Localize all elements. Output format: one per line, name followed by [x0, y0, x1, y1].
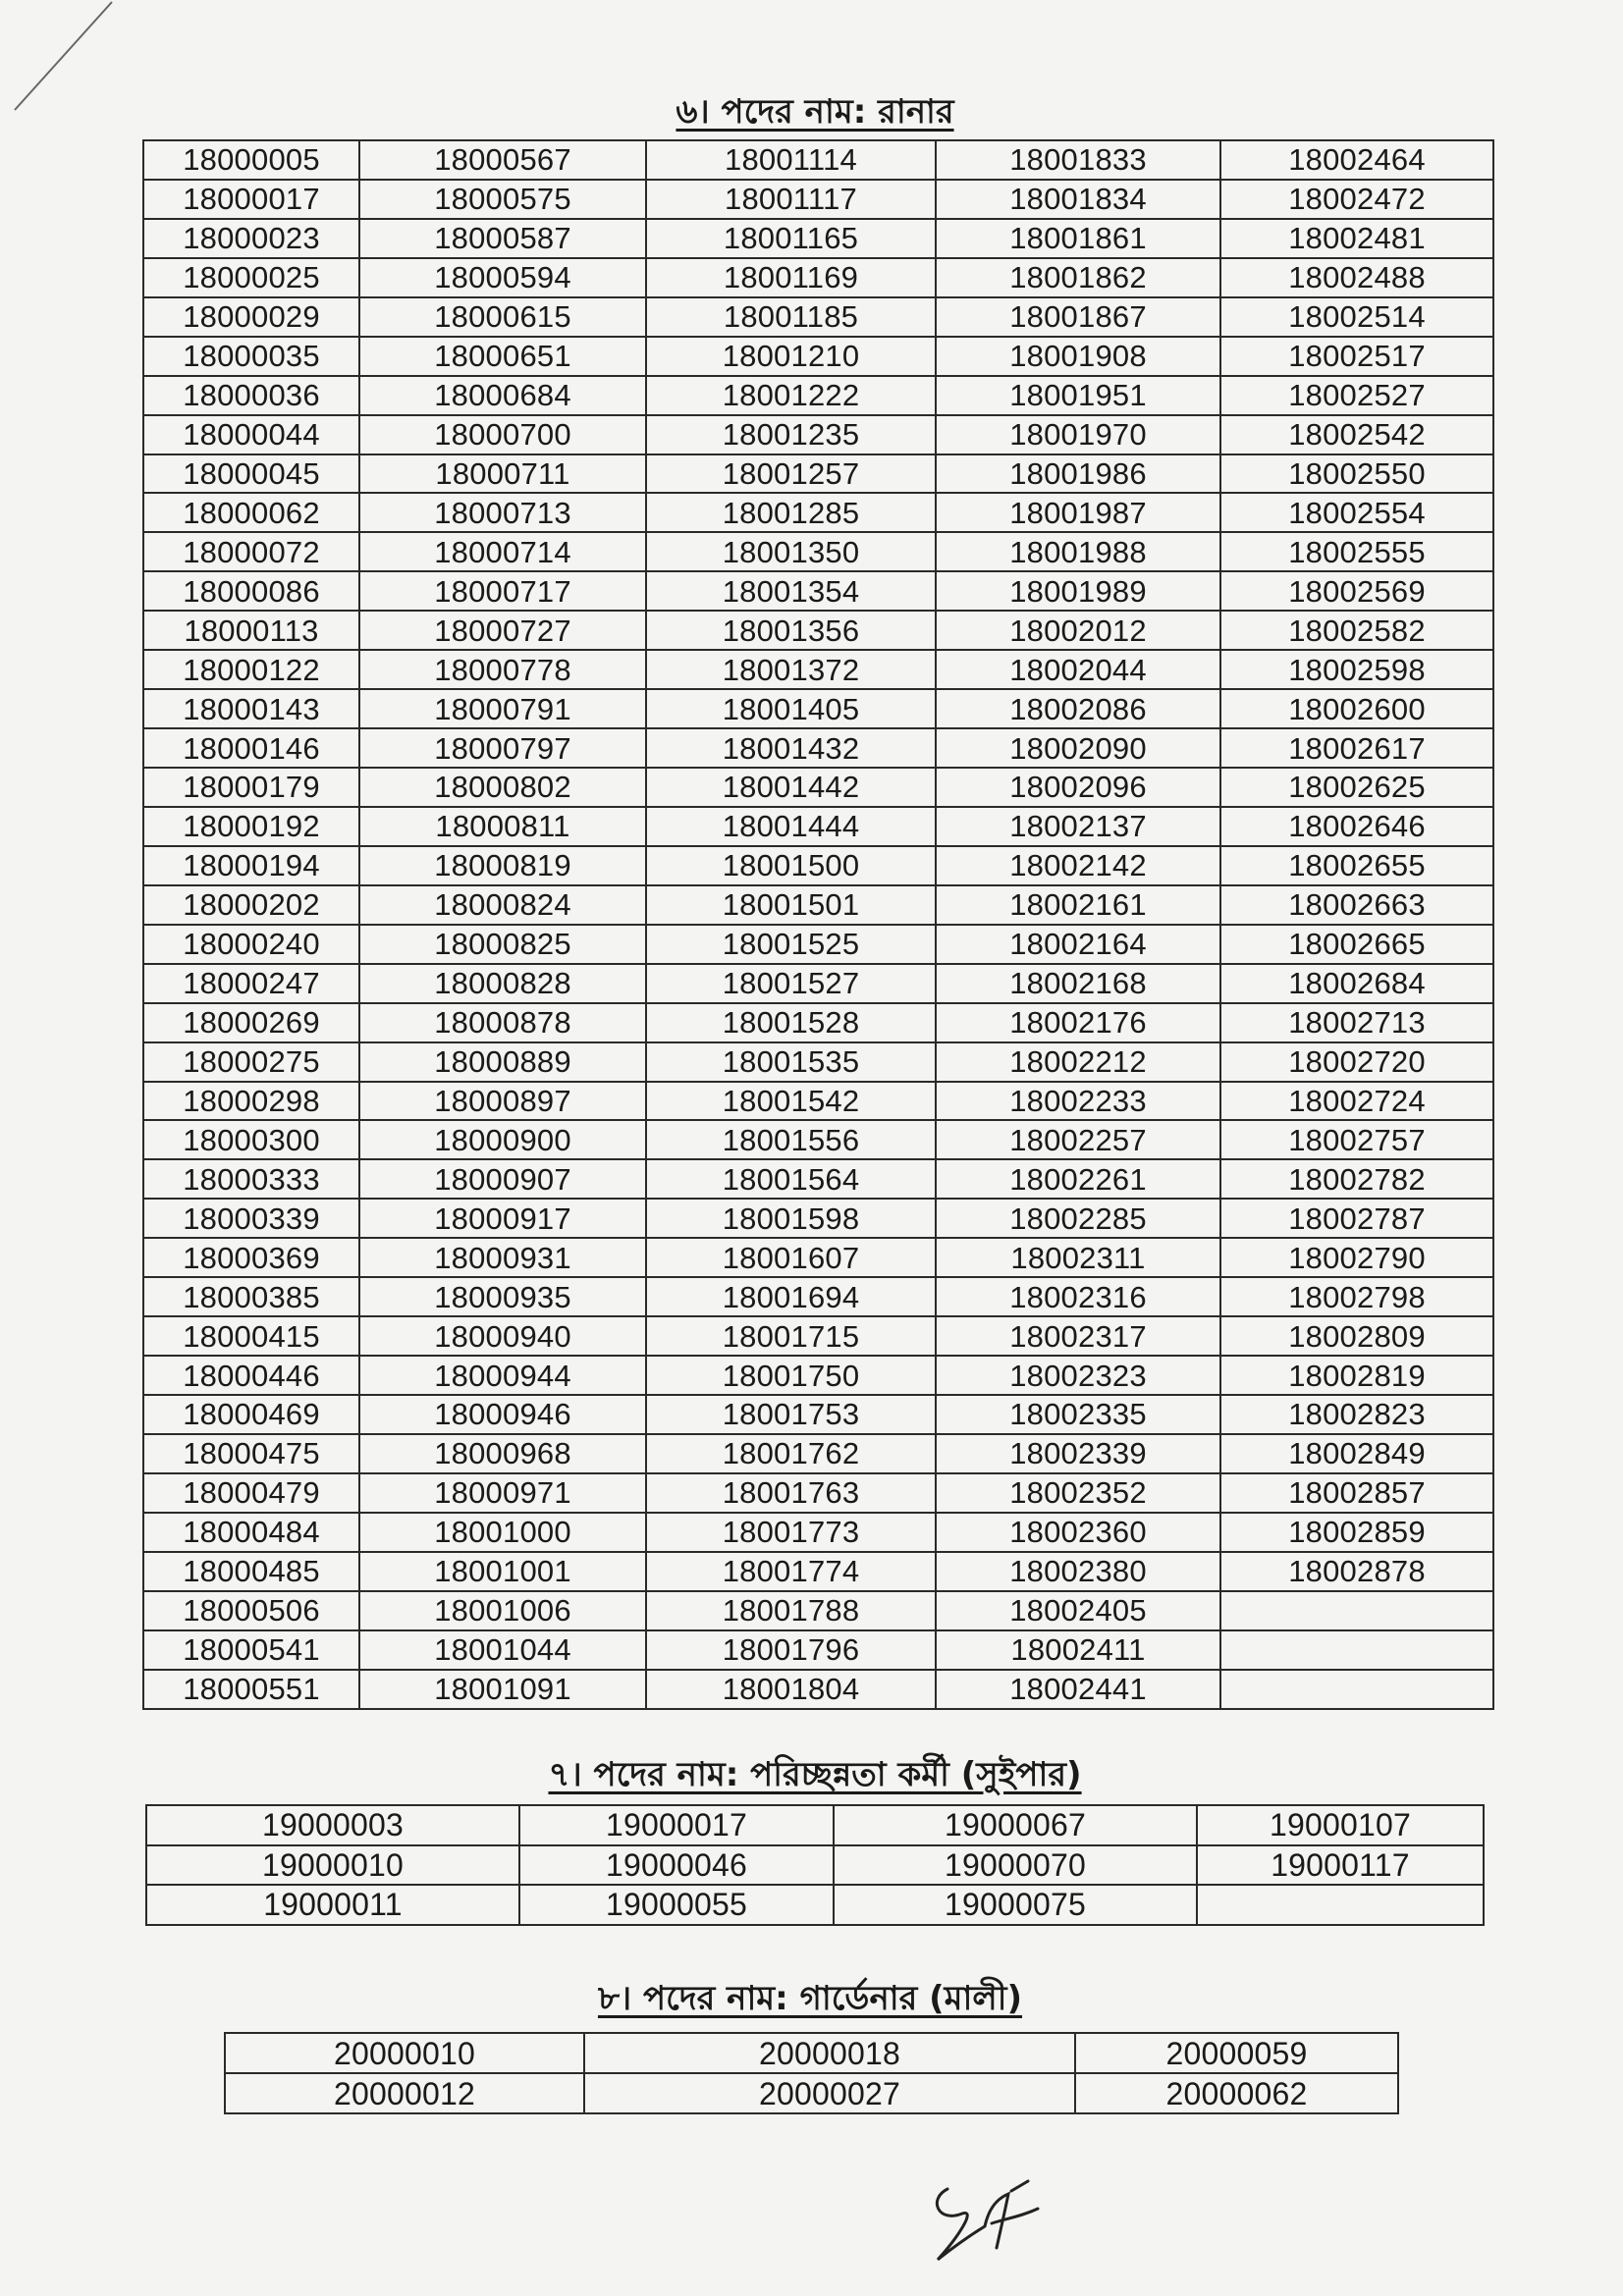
roll-number-cell: 18001405 — [646, 689, 936, 728]
gardener-roll-table-container — [224, 2032, 1397, 2114]
roll-number-cell: 18002809 — [1220, 1316, 1493, 1356]
roll-number-cell: 18001442 — [646, 768, 936, 807]
roll-number-cell: 18001763 — [646, 1473, 936, 1513]
runner-table-row — [143, 1082, 1493, 1121]
roll-number-cell — [1220, 1591, 1493, 1630]
roll-number-cell: 18001114 — [646, 140, 936, 180]
roll-number-cell: 18000791 — [359, 689, 646, 728]
roll-number-cell: 18001989 — [936, 571, 1220, 611]
roll-number-cell — [1220, 1670, 1493, 1709]
roll-number-cell: 18002823 — [1220, 1395, 1493, 1434]
runner-table-row — [143, 807, 1493, 846]
runner-table-row — [143, 1356, 1493, 1395]
roll-number-cell: 18000269 — [143, 1003, 359, 1042]
roll-number-cell: 18000575 — [359, 180, 646, 219]
roll-number-cell: 18000717 — [359, 571, 646, 611]
runner-table-row — [143, 532, 1493, 571]
roll-number-cell: 18001750 — [646, 1356, 936, 1395]
roll-number-cell: 18002569 — [1220, 571, 1493, 611]
runner-table-row — [143, 611, 1493, 650]
runner-table-row — [143, 219, 1493, 258]
roll-number-cell: 18001607 — [646, 1238, 936, 1277]
roll-number-cell: 19000075 — [834, 1885, 1197, 1925]
roll-number-cell: 18001804 — [646, 1670, 936, 1709]
roll-number-cell: 18001951 — [936, 376, 1220, 415]
roll-number-cell: 18000275 — [143, 1042, 359, 1082]
roll-number-cell: 18002317 — [936, 1316, 1220, 1356]
roll-number-cell: 18000025 — [143, 258, 359, 297]
roll-number-cell: 18000240 — [143, 925, 359, 964]
roll-number-cell: 18000446 — [143, 1356, 359, 1395]
roll-number-cell: 18002472 — [1220, 180, 1493, 219]
roll-number-cell: 18001525 — [646, 925, 936, 964]
roll-number-cell: 18000714 — [359, 532, 646, 571]
runner-table-row — [143, 415, 1493, 454]
runner-table-row — [143, 1042, 1493, 1082]
roll-number-cell: 18001356 — [646, 611, 936, 650]
roll-number-cell: 18000802 — [359, 768, 646, 807]
roll-number-cell: 18001165 — [646, 219, 936, 258]
roll-number-cell: 18002481 — [1220, 219, 1493, 258]
roll-number-cell: 18000143 — [143, 689, 359, 728]
roll-number-cell: 18000878 — [359, 1003, 646, 1042]
roll-number-cell: 18002086 — [936, 689, 1220, 728]
roll-number-cell: 18002411 — [936, 1630, 1220, 1670]
roll-number-cell: 18000828 — [359, 964, 646, 1003]
roll-number-cell: 18000713 — [359, 493, 646, 532]
runner-table-row — [143, 297, 1493, 337]
roll-number-cell: 19000003 — [146, 1805, 519, 1845]
runner-table-row — [143, 493, 1493, 532]
roll-number-cell: 18001987 — [936, 493, 1220, 532]
roll-number-cell: 18000485 — [143, 1552, 359, 1591]
runner-table-row — [143, 1434, 1493, 1473]
roll-number-cell: 18000946 — [359, 1395, 646, 1434]
roll-number-cell: 18001501 — [646, 885, 936, 925]
roll-number-cell: 18002096 — [936, 768, 1220, 807]
roll-number-cell: 18001528 — [646, 1003, 936, 1042]
roll-number-cell: 18001235 — [646, 415, 936, 454]
roll-number-cell: 18000484 — [143, 1513, 359, 1552]
roll-number-cell: 18002441 — [936, 1670, 1220, 1709]
roll-number-cell: 18002257 — [936, 1120, 1220, 1159]
roll-number-cell: 18002819 — [1220, 1356, 1493, 1395]
roll-number-cell: 18001285 — [646, 493, 936, 532]
roll-number-cell: 18000727 — [359, 611, 646, 650]
roll-number-cell: 19000011 — [146, 1885, 519, 1925]
roll-number-cell: 18002168 — [936, 964, 1220, 1003]
runner-section-title: ৬। পদের নাম: রানার — [676, 92, 954, 132]
roll-number-cell: 18002488 — [1220, 258, 1493, 297]
roll-number-cell: 18000700 — [359, 415, 646, 454]
roll-number-cell: 18000541 — [143, 1630, 359, 1670]
roll-number-cell: 18000797 — [359, 728, 646, 768]
roll-number-cell: 18000072 — [143, 532, 359, 571]
roll-number-cell: 18002233 — [936, 1082, 1220, 1121]
roll-number-cell: 18000005 — [143, 140, 359, 180]
roll-number-cell: 18002261 — [936, 1159, 1220, 1199]
runner-table-row — [143, 689, 1493, 728]
roll-number-cell: 18002323 — [936, 1356, 1220, 1395]
runner-table-row — [143, 1316, 1493, 1356]
signature-mark — [918, 2169, 1055, 2277]
roll-number-cell: 18002212 — [936, 1042, 1220, 1082]
roll-number-cell: 20000059 — [1075, 2033, 1398, 2073]
roll-number-cell: 19000070 — [834, 1845, 1197, 1886]
roll-number-cell: 18000023 — [143, 219, 359, 258]
roll-number-cell: 18000931 — [359, 1238, 646, 1277]
roll-number-cell: 19000055 — [519, 1885, 834, 1925]
roll-number-cell: 18001834 — [936, 180, 1220, 219]
roll-number-cell — [1220, 1630, 1493, 1670]
gardener-section-heading — [226, 1973, 1394, 2029]
runner-table-row — [143, 337, 1493, 376]
roll-number-cell: 18002598 — [1220, 650, 1493, 689]
roll-number-cell: 18002663 — [1220, 885, 1493, 925]
runner-table-row — [143, 1395, 1493, 1434]
roll-number-cell: 18002285 — [936, 1199, 1220, 1238]
roll-number-cell: 20000018 — [584, 2033, 1075, 2073]
roll-number-cell: 18002137 — [936, 807, 1220, 846]
roll-number-cell: 18000824 — [359, 885, 646, 925]
roll-number-cell: 18001788 — [646, 1591, 936, 1630]
roll-number-cell: 18000551 — [143, 1670, 359, 1709]
roll-number-cell: 18001500 — [646, 846, 936, 885]
roll-number-cell: 18000907 — [359, 1159, 646, 1199]
runner-table-row — [143, 650, 1493, 689]
runner-table-row — [143, 1159, 1493, 1199]
gardener-table-row — [225, 2073, 1398, 2113]
roll-number-cell: 18002012 — [936, 611, 1220, 650]
roll-number-cell: 18000567 — [359, 140, 646, 180]
roll-number-cell: 18001542 — [646, 1082, 936, 1121]
roll-number-cell: 18002316 — [936, 1277, 1220, 1316]
roll-number-cell: 18002713 — [1220, 1003, 1493, 1042]
roll-number-cell: 18000506 — [143, 1591, 359, 1630]
roll-number-cell: 18000971 — [359, 1473, 646, 1513]
roll-number-cell: 18002798 — [1220, 1277, 1493, 1316]
roll-number-cell: 18000333 — [143, 1159, 359, 1199]
roll-number-cell: 18002646 — [1220, 807, 1493, 846]
roll-number-cell: 18000711 — [359, 454, 646, 494]
runner-table-row — [143, 1630, 1493, 1670]
roll-number-cell: 18001001 — [359, 1552, 646, 1591]
roll-number-cell: 18001564 — [646, 1159, 936, 1199]
roll-number-cell: 18001861 — [936, 219, 1220, 258]
roll-number-cell: 18001000 — [359, 1513, 646, 1552]
roll-number-cell: 18000917 — [359, 1199, 646, 1238]
roll-number-cell: 18000086 — [143, 571, 359, 611]
runner-table-row — [143, 885, 1493, 925]
roll-number-cell: 18000122 — [143, 650, 359, 689]
roll-number-cell: 18001185 — [646, 297, 936, 337]
roll-number-cell: 18001372 — [646, 650, 936, 689]
roll-number-cell: 18001444 — [646, 807, 936, 846]
roll-number-cell: 18000179 — [143, 768, 359, 807]
roll-number-cell: 19000017 — [519, 1805, 834, 1845]
roll-number-cell: 18000479 — [143, 1473, 359, 1513]
roll-number-cell: 18002352 — [936, 1473, 1220, 1513]
runner-table-row — [143, 1513, 1493, 1552]
roll-number-cell: 18001694 — [646, 1277, 936, 1316]
gardener-section-title: ৮। পদের নাম: গার্ডেনার (মালী) — [597, 1979, 1023, 2018]
roll-number-cell: 18002090 — [936, 728, 1220, 768]
roll-number-cell: 18000036 — [143, 376, 359, 415]
roll-number-cell: 18002655 — [1220, 846, 1493, 885]
roll-number-cell: 18002527 — [1220, 376, 1493, 415]
roll-number-cell: 18001862 — [936, 258, 1220, 297]
roll-number-cell: 19000117 — [1197, 1845, 1484, 1886]
runner-table-row — [143, 1277, 1493, 1316]
roll-number-cell: 18001432 — [646, 728, 936, 768]
roll-number-cell: 18000298 — [143, 1082, 359, 1121]
roll-number-cell: 18000415 — [143, 1316, 359, 1356]
roll-number-cell: 18000369 — [143, 1238, 359, 1277]
roll-number-cell: 18001091 — [359, 1670, 646, 1709]
roll-number-cell: 18001350 — [646, 532, 936, 571]
roll-number-cell: 18002625 — [1220, 768, 1493, 807]
roll-number-cell: 18000889 — [359, 1042, 646, 1082]
scan-edge-line — [10, 0, 128, 118]
roll-number-cell: 18000897 — [359, 1082, 646, 1121]
roll-number-cell: 18000651 — [359, 337, 646, 376]
roll-number-cell: 18002164 — [936, 925, 1220, 964]
roll-number-cell: 18000968 — [359, 1434, 646, 1473]
roll-number-cell: 20000062 — [1075, 2073, 1398, 2113]
runner-table-row — [143, 1120, 1493, 1159]
runner-table-row — [143, 728, 1493, 768]
roll-number-cell: 18001006 — [359, 1591, 646, 1630]
roll-number-cell: 18001774 — [646, 1552, 936, 1591]
roll-number-cell: 18000194 — [143, 846, 359, 885]
runner-table-row — [143, 1003, 1493, 1042]
runner-roll-table — [142, 139, 1494, 1710]
runner-table-row — [143, 454, 1493, 494]
roll-number-cell: 18002600 — [1220, 689, 1493, 728]
runner-table-row — [143, 925, 1493, 964]
roll-number-cell: 18000385 — [143, 1277, 359, 1316]
roll-number-cell: 18002176 — [936, 1003, 1220, 1042]
roll-number-cell: 18000300 — [143, 1120, 359, 1159]
roll-number-cell: 18000587 — [359, 219, 646, 258]
roll-number-cell: 18000062 — [143, 493, 359, 532]
roll-number-cell: 18001986 — [936, 454, 1220, 494]
roll-number-cell: 18002380 — [936, 1552, 1220, 1591]
runner-section-heading — [137, 86, 1492, 142]
roll-number-cell: 18002787 — [1220, 1199, 1493, 1238]
roll-number-cell: 18000940 — [359, 1316, 646, 1356]
runner-table-row — [143, 140, 1493, 180]
runner-table-row — [143, 1238, 1493, 1277]
runner-table-row — [143, 180, 1493, 219]
roll-number-cell: 18002665 — [1220, 925, 1493, 964]
roll-number-cell: 18000044 — [143, 415, 359, 454]
runner-table-row — [143, 846, 1493, 885]
roll-number-cell: 18002554 — [1220, 493, 1493, 532]
roll-number-cell: 18002849 — [1220, 1434, 1493, 1473]
roll-number-cell: 18002857 — [1220, 1473, 1493, 1513]
roll-number-cell: 18000247 — [143, 964, 359, 1003]
roll-number-cell: 18000900 — [359, 1120, 646, 1159]
roll-number-cell: 18001796 — [646, 1630, 936, 1670]
roll-number-cell: 18002517 — [1220, 337, 1493, 376]
roll-number-cell: 19000046 — [519, 1845, 834, 1886]
roll-number-cell: 18000035 — [143, 337, 359, 376]
roll-number-cell: 18001257 — [646, 454, 936, 494]
roll-number-cell: 18002514 — [1220, 297, 1493, 337]
roll-number-cell: 18002790 — [1220, 1238, 1493, 1277]
runner-table-row — [143, 1199, 1493, 1238]
runner-table-row — [143, 1670, 1493, 1709]
roll-number-cell: 18000778 — [359, 650, 646, 689]
roll-number-cell: 18001908 — [936, 337, 1220, 376]
runner-roll-table-container — [142, 139, 1492, 1710]
sweeper-table-row — [146, 1805, 1484, 1845]
roll-number-cell: 18001169 — [646, 258, 936, 297]
roll-number-cell: 18002617 — [1220, 728, 1493, 768]
roll-number-cell: 18002142 — [936, 846, 1220, 885]
roll-number-cell: 18000017 — [143, 180, 359, 219]
roll-number-cell: 18001598 — [646, 1199, 936, 1238]
roll-number-cell: 18002724 — [1220, 1082, 1493, 1121]
sweeper-table-row — [146, 1845, 1484, 1886]
roll-number-cell: 18000944 — [359, 1356, 646, 1395]
roll-number-cell: 18002311 — [936, 1238, 1220, 1277]
roll-number-cell: 18001833 — [936, 140, 1220, 180]
roll-number-cell: 18001527 — [646, 964, 936, 1003]
roll-number-cell: 19000107 — [1197, 1805, 1484, 1845]
roll-number-cell: 19000010 — [146, 1845, 519, 1886]
roll-number-cell: 18001354 — [646, 571, 936, 611]
roll-number-cell: 18000594 — [359, 258, 646, 297]
roll-number-cell: 18002782 — [1220, 1159, 1493, 1199]
roll-number-cell: 18000146 — [143, 728, 359, 768]
roll-number-cell: 18001210 — [646, 337, 936, 376]
roll-number-cell: 18000819 — [359, 846, 646, 885]
roll-number-cell: 18001535 — [646, 1042, 936, 1082]
roll-number-cell: 18000029 — [143, 297, 359, 337]
roll-number-cell: 18001556 — [646, 1120, 936, 1159]
roll-number-cell: 18001970 — [936, 415, 1220, 454]
sweeper-table-row — [146, 1885, 1484, 1925]
roll-number-cell: 18002339 — [936, 1434, 1220, 1473]
roll-number-cell: 18000339 — [143, 1199, 359, 1238]
roll-number-cell: 19000067 — [834, 1805, 1197, 1845]
roll-number-cell: 18002720 — [1220, 1042, 1493, 1082]
gardener-roll-table — [224, 2032, 1399, 2114]
sweeper-section-heading — [147, 1749, 1483, 1805]
roll-number-cell: 18002405 — [936, 1591, 1220, 1630]
roll-number-cell: 18000113 — [143, 611, 359, 650]
sweeper-roll-table — [145, 1804, 1485, 1926]
roll-number-cell: 20000012 — [225, 2073, 584, 2113]
roll-number-cell: 18000615 — [359, 297, 646, 337]
roll-number-cell — [1197, 1885, 1484, 1925]
sweeper-section-title: ৭। পদের নাম: পরিচ্ছন্নতা কর্মী (সুইপার) — [548, 1755, 1082, 1794]
roll-number-cell: 18002464 — [1220, 140, 1493, 180]
roll-number-cell: 18002335 — [936, 1395, 1220, 1434]
roll-number-cell: 18000935 — [359, 1277, 646, 1316]
roll-number-cell: 18001715 — [646, 1316, 936, 1356]
roll-number-cell: 18000811 — [359, 807, 646, 846]
roll-number-cell: 20000010 — [225, 2033, 584, 2073]
roll-number-cell: 18001867 — [936, 297, 1220, 337]
roll-number-cell: 18001773 — [646, 1513, 936, 1552]
runner-table-row — [143, 964, 1493, 1003]
roll-number-cell: 18002684 — [1220, 964, 1493, 1003]
runner-table-row — [143, 1552, 1493, 1591]
roll-number-cell: 18002550 — [1220, 454, 1493, 494]
roll-number-cell: 18000192 — [143, 807, 359, 846]
roll-number-cell: 18002582 — [1220, 611, 1493, 650]
runner-table-row — [143, 258, 1493, 297]
roll-number-cell: 18000475 — [143, 1434, 359, 1473]
roll-number-cell: 18002044 — [936, 650, 1220, 689]
roll-number-cell: 18000045 — [143, 454, 359, 494]
roll-number-cell: 18001988 — [936, 532, 1220, 571]
roll-number-cell: 20000027 — [584, 2073, 1075, 2113]
roll-number-cell: 18002542 — [1220, 415, 1493, 454]
sweeper-roll-table-container — [145, 1804, 1483, 1926]
gardener-table-row — [225, 2033, 1398, 2073]
roll-number-cell: 18000825 — [359, 925, 646, 964]
roll-number-cell: 18001753 — [646, 1395, 936, 1434]
roll-number-cell: 18002757 — [1220, 1120, 1493, 1159]
roll-number-cell: 18001117 — [646, 180, 936, 219]
roll-number-cell: 18000202 — [143, 885, 359, 925]
roll-number-cell: 18002161 — [936, 885, 1220, 925]
roll-number-cell: 18000469 — [143, 1395, 359, 1434]
roll-number-cell: 18001222 — [646, 376, 936, 415]
runner-table-row — [143, 768, 1493, 807]
roll-number-cell: 18000684 — [359, 376, 646, 415]
roll-number-cell: 18001762 — [646, 1434, 936, 1473]
roll-number-cell: 18002878 — [1220, 1552, 1493, 1591]
runner-table-row — [143, 1473, 1493, 1513]
roll-number-cell: 18001044 — [359, 1630, 646, 1670]
roll-number-cell: 18002859 — [1220, 1513, 1493, 1552]
runner-table-row — [143, 376, 1493, 415]
roll-number-cell: 18002555 — [1220, 532, 1493, 571]
roll-number-cell: 18002360 — [936, 1513, 1220, 1552]
runner-table-row — [143, 1591, 1493, 1630]
runner-table-row — [143, 571, 1493, 611]
